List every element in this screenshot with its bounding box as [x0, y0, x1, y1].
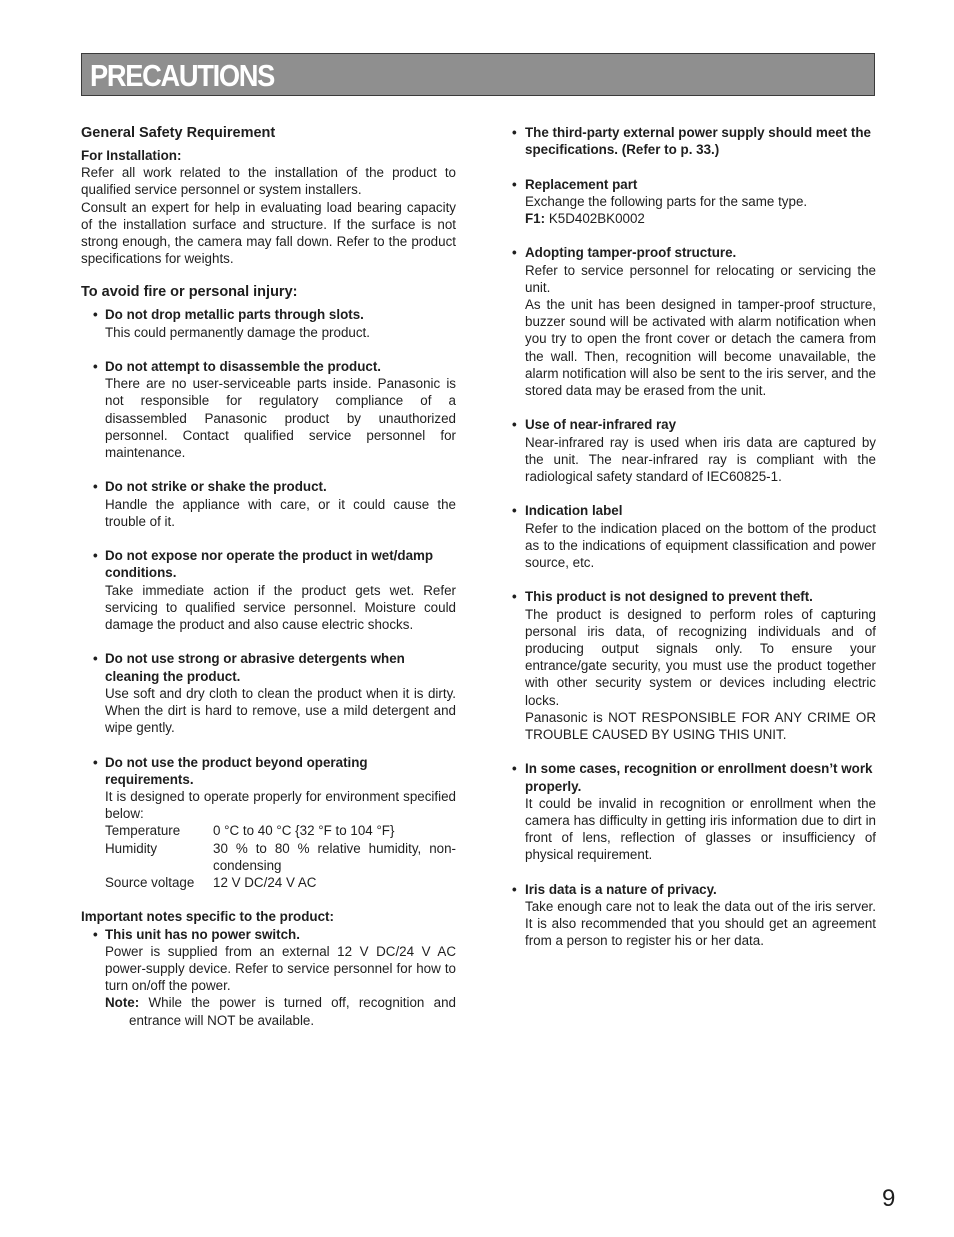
- bullet: •: [93, 651, 98, 667]
- installation-paragraph: Consult an expert for help in evaluating load bearing capacity of the installation surface and structure. If the surface is not strong enough, the camera may fall down. Refer to the product specifications for weights.: [81, 199, 456, 267]
- bullet: •: [512, 503, 517, 519]
- item-title: Do not strike or shake the product.: [105, 479, 327, 495]
- precaution-item: [81, 358, 456, 461]
- spec-value: 0 °C to 40 °C {32 °F to 104 °F}: [213, 823, 395, 839]
- spec-table: [105, 822, 456, 891]
- item-body: It is designed to operate properly for environment specified below:: [105, 789, 456, 822]
- spec-label: Humidity: [105, 840, 158, 856]
- operating-requirements-item: [81, 754, 456, 892]
- note-label: Note:: [105, 995, 140, 1011]
- installation-paragraph: Refer all work related to the installation of the product to qualified service personnel or system installers.: [81, 165, 456, 198]
- precaution-item: [512, 416, 876, 485]
- item-body: Refer to the indication placed on the bottom of the product as to the indications of equipment classification and power source, etc.: [525, 520, 876, 571]
- precaution-item: [512, 244, 876, 399]
- note: [105, 994, 456, 1028]
- important-notes-heading: Important notes specific to the product:: [81, 909, 334, 925]
- precaution-item: [81, 650, 456, 736]
- item-title: Replacement part: [525, 176, 638, 192]
- note-text: While the power is turned off, recognition and entrance will NOT be available.: [129, 995, 456, 1028]
- spec-value: 12 V DC/24 V AC: [213, 875, 317, 891]
- precaution-item: [512, 502, 876, 571]
- precaution-item: [81, 547, 456, 633]
- page-number: 9: [882, 1185, 896, 1212]
- bullet: •: [93, 754, 98, 770]
- bullet: •: [512, 881, 517, 897]
- precaution-item: [512, 760, 876, 863]
- item-title: Indication label: [525, 503, 623, 519]
- item-title: Do not use the product beyond operating requirements.: [105, 754, 368, 787]
- installation-heading: For Installation:: [81, 148, 182, 163]
- replacement-part-item: [512, 176, 876, 228]
- item-body: Use soft and dry cloth to clean the product when it is dirty. When the dirt is hard to remove, use a mild detergent and wipe gently.: [105, 685, 456, 736]
- bullet: •: [512, 761, 517, 777]
- spec-label: Source voltage: [105, 875, 195, 891]
- item-body: Exchange the following parts for the same type.: [525, 193, 808, 209]
- bullet: •: [512, 417, 517, 433]
- item-title: In some cases, recognition or enrollment doesn’t work properly.: [525, 761, 873, 794]
- precaution-item: [81, 478, 456, 530]
- item-body: Take enough care not to leak the data out of the iris server. It is also recommended that you should get an agreement from a person to register his or her data.: [525, 899, 876, 949]
- item-body: Handle the appliance with care, or it could cause the trouble of it.: [105, 496, 456, 529]
- bullet: •: [512, 125, 517, 140]
- item-title: Adopting tamper-proof structure.: [525, 245, 737, 261]
- part-value: K5D402BK0002: [548, 211, 645, 226]
- part-line: [525, 210, 876, 227]
- item-title: Do not drop metallic parts through slots.: [105, 307, 364, 323]
- page-title: PRECAUTIONS: [90, 58, 275, 93]
- bullet: •: [512, 176, 517, 192]
- spec-value: 30 % to 80 % relative humidity, non-condensing: [213, 840, 456, 873]
- item-title: This product is not designed to prevent theft.: [525, 589, 813, 605]
- item-title: Do not use strong or abrasive detergents when cleaning the product.: [105, 651, 405, 684]
- bullet: •: [93, 548, 98, 564]
- bullet: •: [512, 245, 517, 261]
- precaution-item: [512, 588, 876, 743]
- item-body: Refer to service personnel for relocating or servicing the unit.: [525, 262, 876, 295]
- spec-label: Temperature: [105, 823, 181, 839]
- item-title: Do not expose nor operate the product in wet/damp conditions.: [105, 548, 434, 581]
- bullet: •: [93, 359, 98, 375]
- item-body: This could permanently damage the product.: [105, 324, 370, 340]
- power-switch-item: [81, 926, 456, 1029]
- precaution-item: [512, 124, 876, 158]
- bullet: •: [512, 589, 517, 605]
- item-body: The product is designed to perform roles of capturing personal iris data, of recognizing individuals and of producing output signals only. To ensure your entrance/gate security, you must use the product together with other security system or devices including electric locks.: [525, 606, 876, 708]
- precaution-item: [81, 306, 456, 340]
- item-title: The third-party external power supply should meet the specifications. (Refer to p. 33.): [525, 125, 871, 158]
- item-body: There are no user-serviceable parts inside. Panasonic is not responsible for regulatory compliance of a disassembled Panasonic product by unauthorized personnel. Contact qualified service personnel for maintenance.: [105, 376, 456, 461]
- item-title: Iris data is a nature of privacy.: [525, 881, 717, 897]
- item-body: Take immediate action if the product gets wet. Refer servicing to qualified service personnel. Moisture could damage the product and also cause electric shocks.: [105, 582, 456, 633]
- item-body: As the unit has been designed in tamper-proof structure, buzzer sound will be activated with alarm notification when you try to open the front cover or detach the camera from the wall. Then, recognition will become unavailable, the alarm notification will also be sent to the iris server, and the stored data may be erased from the unit.: [525, 297, 876, 399]
- item-body: Panasonic is NOT RESPONSIBLE FOR ANY CRIME OR TROUBLE CAUSED BY USING THIS UNIT.: [525, 709, 876, 743]
- item-body: Near-infrared ray is used when iris data are captured by the unit. The near-infrared ray is compliant with the radiological safety standard of IEC60825-1.: [525, 434, 876, 485]
- section-title: General Safety Requirement: [81, 125, 276, 141]
- bullet: •: [93, 926, 98, 942]
- part-label: F1:: [525, 211, 546, 226]
- item-body: Power is supplied from an external 12 V DC/24 V AC power-supply device. Refer to service personnel for how to turn on/off the power.: [105, 943, 456, 994]
- bullet: •: [93, 307, 98, 323]
- title-banner: [81, 53, 875, 96]
- precaution-item: [512, 881, 876, 950]
- fire-heading: To avoid fire or personal injury:: [81, 284, 298, 301]
- item-title: Do not attempt to disassemble the product.: [105, 359, 382, 375]
- item-body: It could be invalid in recognition or enrollment when the camera has difficulty in getting iris information due to dirt in front of lens, reflection of glasses or insufficiency of physical requirement.: [525, 795, 876, 863]
- bullet: •: [93, 479, 98, 495]
- item-title: Use of near-infrared ray: [525, 417, 677, 433]
- right-column: [512, 124, 876, 967]
- left-column: [81, 124, 456, 1029]
- item-title: This unit has no power switch.: [105, 926, 300, 942]
